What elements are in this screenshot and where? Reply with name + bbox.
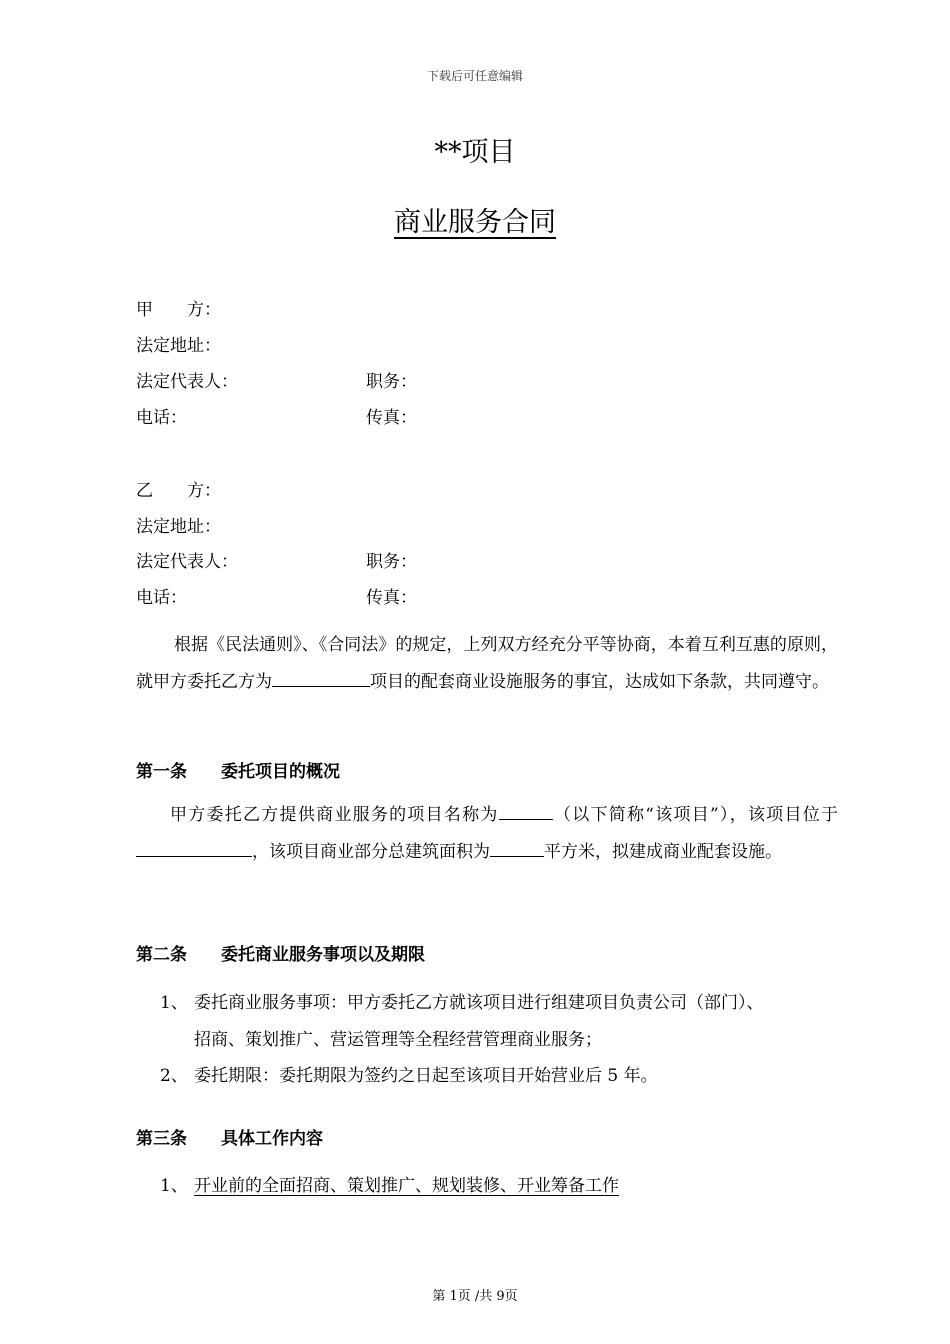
- party-b-rep: [136, 550, 417, 574]
- article-2-name: 委托商业服务事项以及期限: [221, 945, 425, 965]
- article-2-item-2: [160, 1061, 658, 1086]
- article-1-text-2: （以下简称“该项目”），该项目位于: [552, 805, 838, 825]
- article-1-paragraph: [136, 797, 838, 871]
- party-b-address: 法定地址：: [136, 517, 221, 537]
- article-2-num: 第二条: [136, 945, 187, 965]
- intro-text-1: 根据《民法通则》、《合同法》的规定，上列双方经充分平等协商，本着互利互惠的原则，就甲方委托乙方为: [136, 635, 838, 692]
- page-header: 下载后可任意编辑: [426, 69, 523, 83]
- subtitle-text: 商业服务合同: [394, 207, 556, 238]
- article-3-item-1: [160, 1171, 619, 1196]
- item-text: 开业前的全面招商、策划推广、规划装修、开业筹备工作: [194, 1176, 619, 1196]
- item-text: 委托商业服务事项：甲方委托乙方就该项目进行组建项目负责公司（部门）、: [194, 993, 764, 1013]
- article-2-heading: [136, 940, 425, 965]
- party-a-rep-label: 法定代表人：: [136, 372, 238, 392]
- party-b-phone-label: 电话：: [136, 588, 187, 608]
- article-1-text-4: 平方米，拟建成商业配套设施。: [544, 842, 782, 862]
- project-location-blank[interactable]: [136, 838, 252, 857]
- article-2-item-1-cont: 招商、策划推广、营运管理等全程经营管理商业服务；: [194, 1030, 602, 1050]
- party-a-address: 法定地址：: [136, 336, 221, 356]
- item-number: 1、: [160, 1176, 188, 1196]
- party-b-phone: [136, 586, 417, 610]
- party-b-position-label: 职务：: [366, 552, 417, 572]
- article-3-num: 第三条: [136, 1129, 187, 1149]
- party-a-fax-label: 传真：: [366, 408, 417, 428]
- article-1-text-1: 甲方委托乙方提供商业服务的项目名称为: [170, 805, 499, 825]
- document-subtitle: [0, 200, 950, 239]
- party-a-phone-label: 电话：: [136, 408, 187, 428]
- party-a-position-label: 职务：: [366, 372, 417, 392]
- intro-text-2: 项目的配套商业设施服务的事宜，达成如下条款，共同遵守。: [370, 672, 829, 692]
- party-b-rep-label: 法定代表人：: [136, 552, 238, 572]
- article-1-num: 第一条: [136, 762, 187, 782]
- article-1-text-3: ，该项目商业部分总建筑面积为: [252, 842, 490, 862]
- document-title: **项目: [434, 137, 516, 168]
- item-number: 2、: [160, 1066, 188, 1086]
- article-3-heading: [136, 1124, 323, 1149]
- article-1-name: 委托项目的概况: [221, 762, 340, 782]
- article-3-name: 具体工作内容: [221, 1129, 323, 1149]
- intro-paragraph: [136, 627, 838, 701]
- party-b-fax-label: 传真：: [366, 588, 417, 608]
- party-b-label: 乙 方：: [136, 481, 221, 501]
- party-a-label: 甲 方：: [136, 300, 221, 320]
- article-1-heading: [136, 757, 340, 782]
- area-blank[interactable]: [490, 838, 544, 857]
- page-footer: 第 1页 /共 9页: [432, 1289, 518, 1304]
- party-a-phone: [136, 406, 417, 430]
- project-name-blank[interactable]: [272, 668, 370, 687]
- project-title-blank[interactable]: [499, 801, 553, 820]
- party-a-rep: [136, 370, 417, 394]
- item-number: 1、: [160, 993, 188, 1013]
- item-text: 委托期限：委托期限为签约之日起至该项目开始营业后 5 年。: [194, 1066, 658, 1086]
- article-2-item-1: [160, 988, 764, 1013]
